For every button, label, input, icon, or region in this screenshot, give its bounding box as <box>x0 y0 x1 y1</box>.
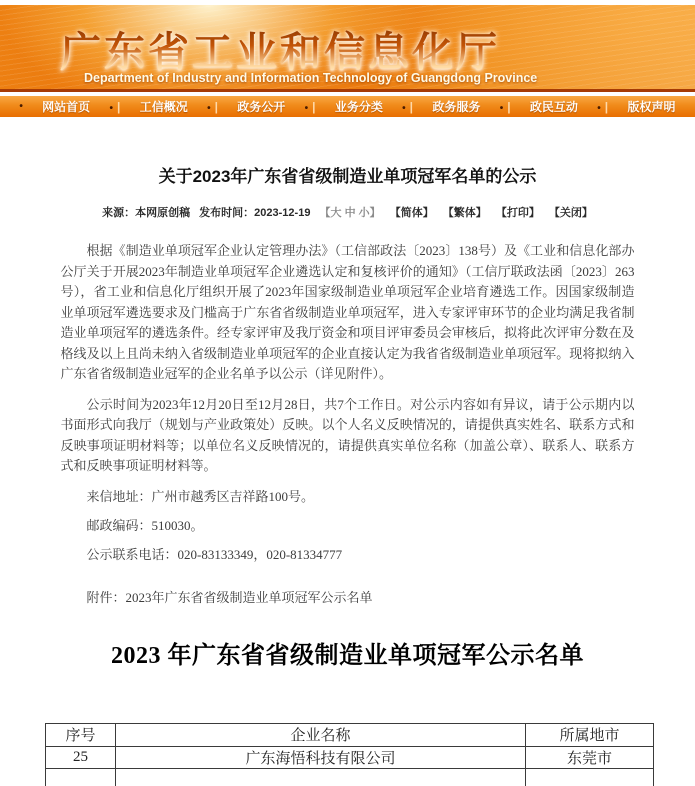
font-size-tool[interactable]: 【大 中 小】 <box>320 207 381 219</box>
nav-item-gov-affairs[interactable]: 政务公开 <box>237 98 285 115</box>
pipe-divider: | <box>605 100 608 114</box>
nav-item-overview[interactable]: 工信概况 <box>140 98 188 115</box>
bullet-icon: • <box>207 103 211 114</box>
tool-print[interactable]: 【打印】 <box>496 207 540 219</box>
bullet-icon: • <box>110 103 114 114</box>
article-content <box>61 162 635 607</box>
attachment-link[interactable]: 附件：2023年广东省省级制造业单项冠军公示名单 <box>61 588 635 607</box>
pipe-divider: | <box>410 100 413 114</box>
table-row <box>46 746 654 768</box>
article-meta-bar <box>61 204 635 220</box>
main-navbar <box>0 96 695 117</box>
page-title: 关于2023年广东省省级制造业单项冠军名单的公示 <box>61 162 635 187</box>
bullet-icon: • <box>597 103 601 114</box>
publish-date: 发布时间：2023-12-19 <box>199 207 310 219</box>
bullet-icon: • <box>305 103 309 114</box>
postal-code-line: 邮政编码：510030。 <box>61 516 635 535</box>
body-paragraph: 公示时间为2023年12月20日至12月28日，共7个工作日。对公示内容如有异议，请于公示期内以书面形式向我厅（规划与产业政策处）反映。以个人名义反映情况的，请提供真实姓名、联系方式和反映事项证明材料等；以单位名义反映情况的，请提供真实单位名称（加盖公章）、联系人、联系方式和反映事项证明材料等。 <box>61 395 635 477</box>
pipe-divider: | <box>507 100 510 114</box>
nav-item-public-interaction[interactable]: 政民互动 <box>530 98 578 115</box>
pipe-divider: | <box>215 100 218 114</box>
bullet-icon: • <box>19 101 23 112</box>
header-index: 序号 <box>46 723 116 746</box>
pipe-divider: | <box>312 100 315 114</box>
nav-separator <box>500 100 511 114</box>
nav-item-gov-services[interactable]: 政务服务 <box>432 98 480 115</box>
tool-traditional[interactable]: 【繁体】 <box>443 207 487 219</box>
site-subtitle-english: Department of Industry and Information Technology of Guangdong Province <box>84 71 537 85</box>
mail-address-line: 来信地址：广州市越秀区吉祥路100号。 <box>61 487 635 506</box>
phone-line: 公示联系电话：020-83133349，020-81334777 <box>61 545 635 564</box>
nav-separator <box>207 100 218 114</box>
nav-separator <box>110 100 121 114</box>
cell-city: 东莞市 <box>526 746 654 768</box>
tool-close[interactable]: 【关闭】 <box>549 207 593 219</box>
table-row-clipped <box>46 768 654 786</box>
cell-index: 25 <box>46 746 116 768</box>
nav-item-business-category[interactable]: 业务分类 <box>335 98 383 115</box>
bullet-icon: • <box>500 103 504 114</box>
champion-list-table <box>45 723 653 786</box>
site-title: 广东省工业和信息化厅 <box>60 19 500 78</box>
nav-item-copyright[interactable]: 版权声明 <box>627 98 675 115</box>
pipe-divider: | <box>117 100 120 114</box>
header-city: 所属地市 <box>526 723 654 746</box>
body-paragraph: 根据《制造业单项冠军企业认定管理办法》（工信部政法〔2023〕138号）及《工业和信息化部办公厅关于开展2023年制造业单项冠军企业遴选认定和复核评价的通知》（工信厅联政法函〔2023〕263号），省工业和信息化厅组织开展了2023年国家级制造业单项冠军企业培育遴选工作。因国家级制造业单项冠军遴选要求及门槛高于广东省省级制造业单项冠军，进入专家评审环节的企业均满足我省制造业单项冠军的遴选条件。经专家评审及我厅资金和项目评审委员会审核后，拟将此次评审分数在及格线及以上且尚未纳入省级制造业单项冠军的企业直接认定为我省省级制造业单项冠军。现将拟纳入广东省省级制造业冠军的企业名单予以公示（详见附件）。 <box>61 241 635 385</box>
contact-info <box>61 487 635 564</box>
source-label: 来源：本网原创稿 <box>102 207 190 219</box>
document-title: 2023 年广东省省级制造业单项冠军公示名单 <box>0 635 695 670</box>
table-header-row <box>46 723 654 746</box>
nav-separator <box>402 100 413 114</box>
header-company-name: 企业名称 <box>116 723 526 746</box>
nav-item-home[interactable]: 网站首页 <box>42 98 90 115</box>
nav-separator <box>597 100 608 114</box>
bullet-icon: • <box>402 103 406 114</box>
site-banner <box>0 5 695 92</box>
nav-separator <box>305 100 316 114</box>
tool-simplified[interactable]: 【简体】 <box>390 207 434 219</box>
cell-company-name: 广东海悟科技有限公司 <box>116 746 526 768</box>
